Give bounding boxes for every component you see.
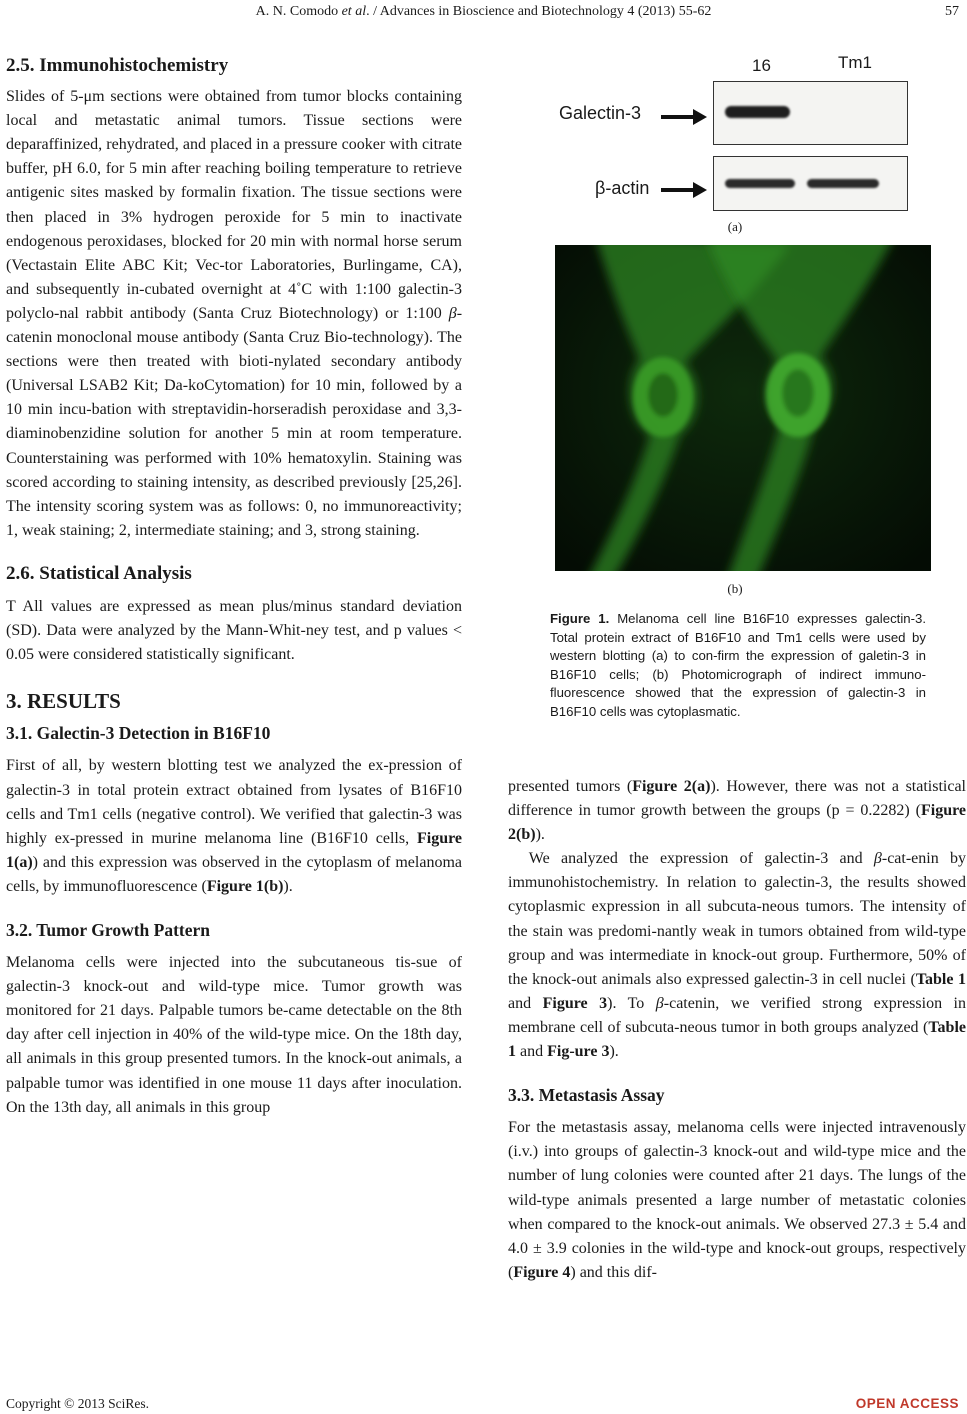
section-3-1-heading: 3.1. Galectin-3 Detection in B16F10 <box>6 723 271 744</box>
open-access-badge: OPEN ACCESS <box>855 1396 959 1411</box>
right-column <box>508 775 966 1285</box>
figure-3-ref-2[interactable]: Fig-ure 3 <box>547 1043 610 1061</box>
section-2-6-heading: 2.6. Statistical Analysis <box>6 562 192 584</box>
galectin-arrow-icon <box>661 107 709 127</box>
section-3-3-paragraph: For the metastasis assay, melanoma cells were injected intravenously (i.v.) into groups of galectin-3 knock-out and wild-type mice and the number of lung colonies were counted after 21 days. The lungs of the wild-type animals presented a large number of metastatic colonies when compared to the knock-out animals. We observed 27.3 ± 5.4 and 4.0 ± 3.9 colonies in the wild-type and knock-out groups, respectively (Figure 4) and this dif- <box>508 1119 966 1281</box>
section-3-2-heading: 3.2. Tumor Growth Pattern <box>6 920 211 940</box>
actin-blot-box <box>713 156 908 211</box>
left-column <box>6 54 462 1120</box>
table-1-ref[interactable]: Table 1 <box>915 970 966 988</box>
section-3-1-paragraph: First of all, by western blotting test we analyzed the ex-pression of galectin-3 in total protein extract obtained from lysates of B16F10 cells and Tm1 cells (negative control). We verified that galectin-3 was highly ex-pressed in murine melanoma line (B16F10 cells, Figure 1(a)) and this expression was observed in the cytoplasm of melanoma cells, by immunofluorescence (Figure 1(b)). <box>6 757 462 895</box>
section-2-5-paragraph: Slides of 5-μm sections were obtained from tumor blocks containing local and metastatic animal tumors. Tissue sections were deparaffinized, rehydrated, and placed in a pressure cooker with citrate buffer, pH 6.0, for 5 min after reaching boiling temperature to retrieve antigenic sites masked by formalin fixation. The tissue sections were then placed in 3% hydrogen peroxide for 5 min to inactivate endogenous peroxidases, blocked for 20 min with normal horse serum (Vectastain Elite ABC Kit; Vec-tor Laboratories, Burlingame, CA), and subsequently in-cubated overnight at 4˚C with 1:100 galectin-3 polyclo-nal rabbit antibody (Santa Cruz Biotechnology) or 1:100 β-catenin monoclonal mouse antibody (Santa Cruz Bio-technology). The sections were then treated with bioti-nylated secondary antibody (Universal LSAB2 Kit; Da-koCytomation) for 10 min, followed by a 10 min incu-bation with streptavidin-horseradish peroxidase and 3,3-diaminobenzidine solution for another 5 min at room temperature. Counterstaining was performed with 10% hematoxylin. Staining was scored according to staining intensity, as described previously [25,26]. The intensity scoring system was as follows: 0, no immunoreactivity; 1, weak staining; 2, intermediate staining; and 3, strong staining. <box>6 88 463 539</box>
section-3-3-heading: 3.3. Metastasis Assay <box>508 1085 665 1106</box>
running-title: A. N. Comodo et al. / Advances in Bioscience and Biotechnology 4 (2013) 55-62 <box>255 4 712 19</box>
immunofluorescence-photo <box>555 245 931 571</box>
galectin-blot-box <box>713 81 908 145</box>
subfigure-label-a: (a) <box>727 219 743 234</box>
right-paragraph-1: presented tumors (Figure 2(a)). However, there was not a statistical difference in tumor growth between the groups (p = 0.2282) (Figure 2(b)). <box>508 778 966 844</box>
figure-3-ref[interactable]: Figure 3 <box>542 994 608 1012</box>
subfigure-label-b: (b) <box>727 581 743 596</box>
table-1-ref-2[interactable]: Table 1 <box>508 1018 966 1061</box>
running-header <box>0 4 967 20</box>
page-number: 57 <box>945 4 959 19</box>
section-2-6-paragraph: T All values are expressed as mean plus/minus standard deviation (SD). Data were analyzed by the Mann-Whit-ney test, and p values < 0.05 were considered statistically significant. <box>6 597 462 664</box>
band-label-galectin: Galectin-3 <box>559 103 642 123</box>
actin-arrow-icon <box>661 180 709 200</box>
actin-band-tm1 <box>807 179 879 188</box>
figure-1-caption-label: Figure 1. <box>550 611 610 626</box>
figure-1b-ref[interactable]: Figure 1(b) <box>206 877 284 895</box>
section-2-5-heading: 2.5. Immunohistochemistry <box>6 55 229 76</box>
figure-1a-ref[interactable]: Figure 1(a) <box>6 829 462 871</box>
figure-2b-ref[interactable]: Figure 2(b) <box>508 802 966 844</box>
lane-label-16: 16 <box>752 56 771 75</box>
section-3-2-paragraph: Melanoma cells were injected into the subcutaneous tis-sue of galectin-3 knock-out and wild-type mice. Tumor growth was monitored for 21 days. Palpable tumors be-came detectable on the 8th day after cell injection in 40% of the wild-type mice. On the 18th day, all animals in this group presented tumors. In the knock-out animals, a palpable tumor was identified in one mouse 11 days after inoculation. On the 13th day, all animals in this group <box>6 954 462 1116</box>
actin-band-b16f10 <box>725 179 795 188</box>
figure-1-caption: Figure 1. Melanoma cell line B16F10 expresses galectin-3. Total protein extract of B16F10 and Tm1 cells were used by western blotting (a) to con-firm the expression of galetin-3 in B16F10 cells; (b) Photomicrograph of indirect immuno-fluorescence showed that the expression of galectin-3 in B16F10 cells was cytoplasmatic. <box>550 611 926 719</box>
right-paragraph-2: We analyzed the expression of galectin-3 and β-cat-enin by immunohistochemistry. In relation to galectin-3, the results showed cytoplasmic expression in all subcuta-neous tumors. The intensity of the stain was predomi-nantly weak in tumors obtained from wild-type group and was intermediate in knock-out group. Furthermore, 50% of the knock-out animals also expressed galectin-3 in cell nuclei (Table 1 and Figure 3). To β-catenin, we verified strong expression in membrane cell of subcuta-neous tumor in both groups analyzed (Table 1 and Fig-ure 3). <box>508 850 967 1061</box>
fluorescent-cells-image <box>555 245 931 571</box>
lane-label-tm1: Tm1 <box>838 53 872 72</box>
figure-2a-ref[interactable]: Figure 2(a) <box>632 778 711 795</box>
copyright-footer: Copyright © 2013 SciRes. <box>6 1396 150 1411</box>
band-label-actin: β-actin <box>595 178 650 198</box>
galectin-band-b16f10 <box>725 106 790 118</box>
figure-4-ref[interactable]: Figure 4 <box>513 1263 571 1281</box>
section-3-heading: 3. RESULTS <box>6 689 121 714</box>
